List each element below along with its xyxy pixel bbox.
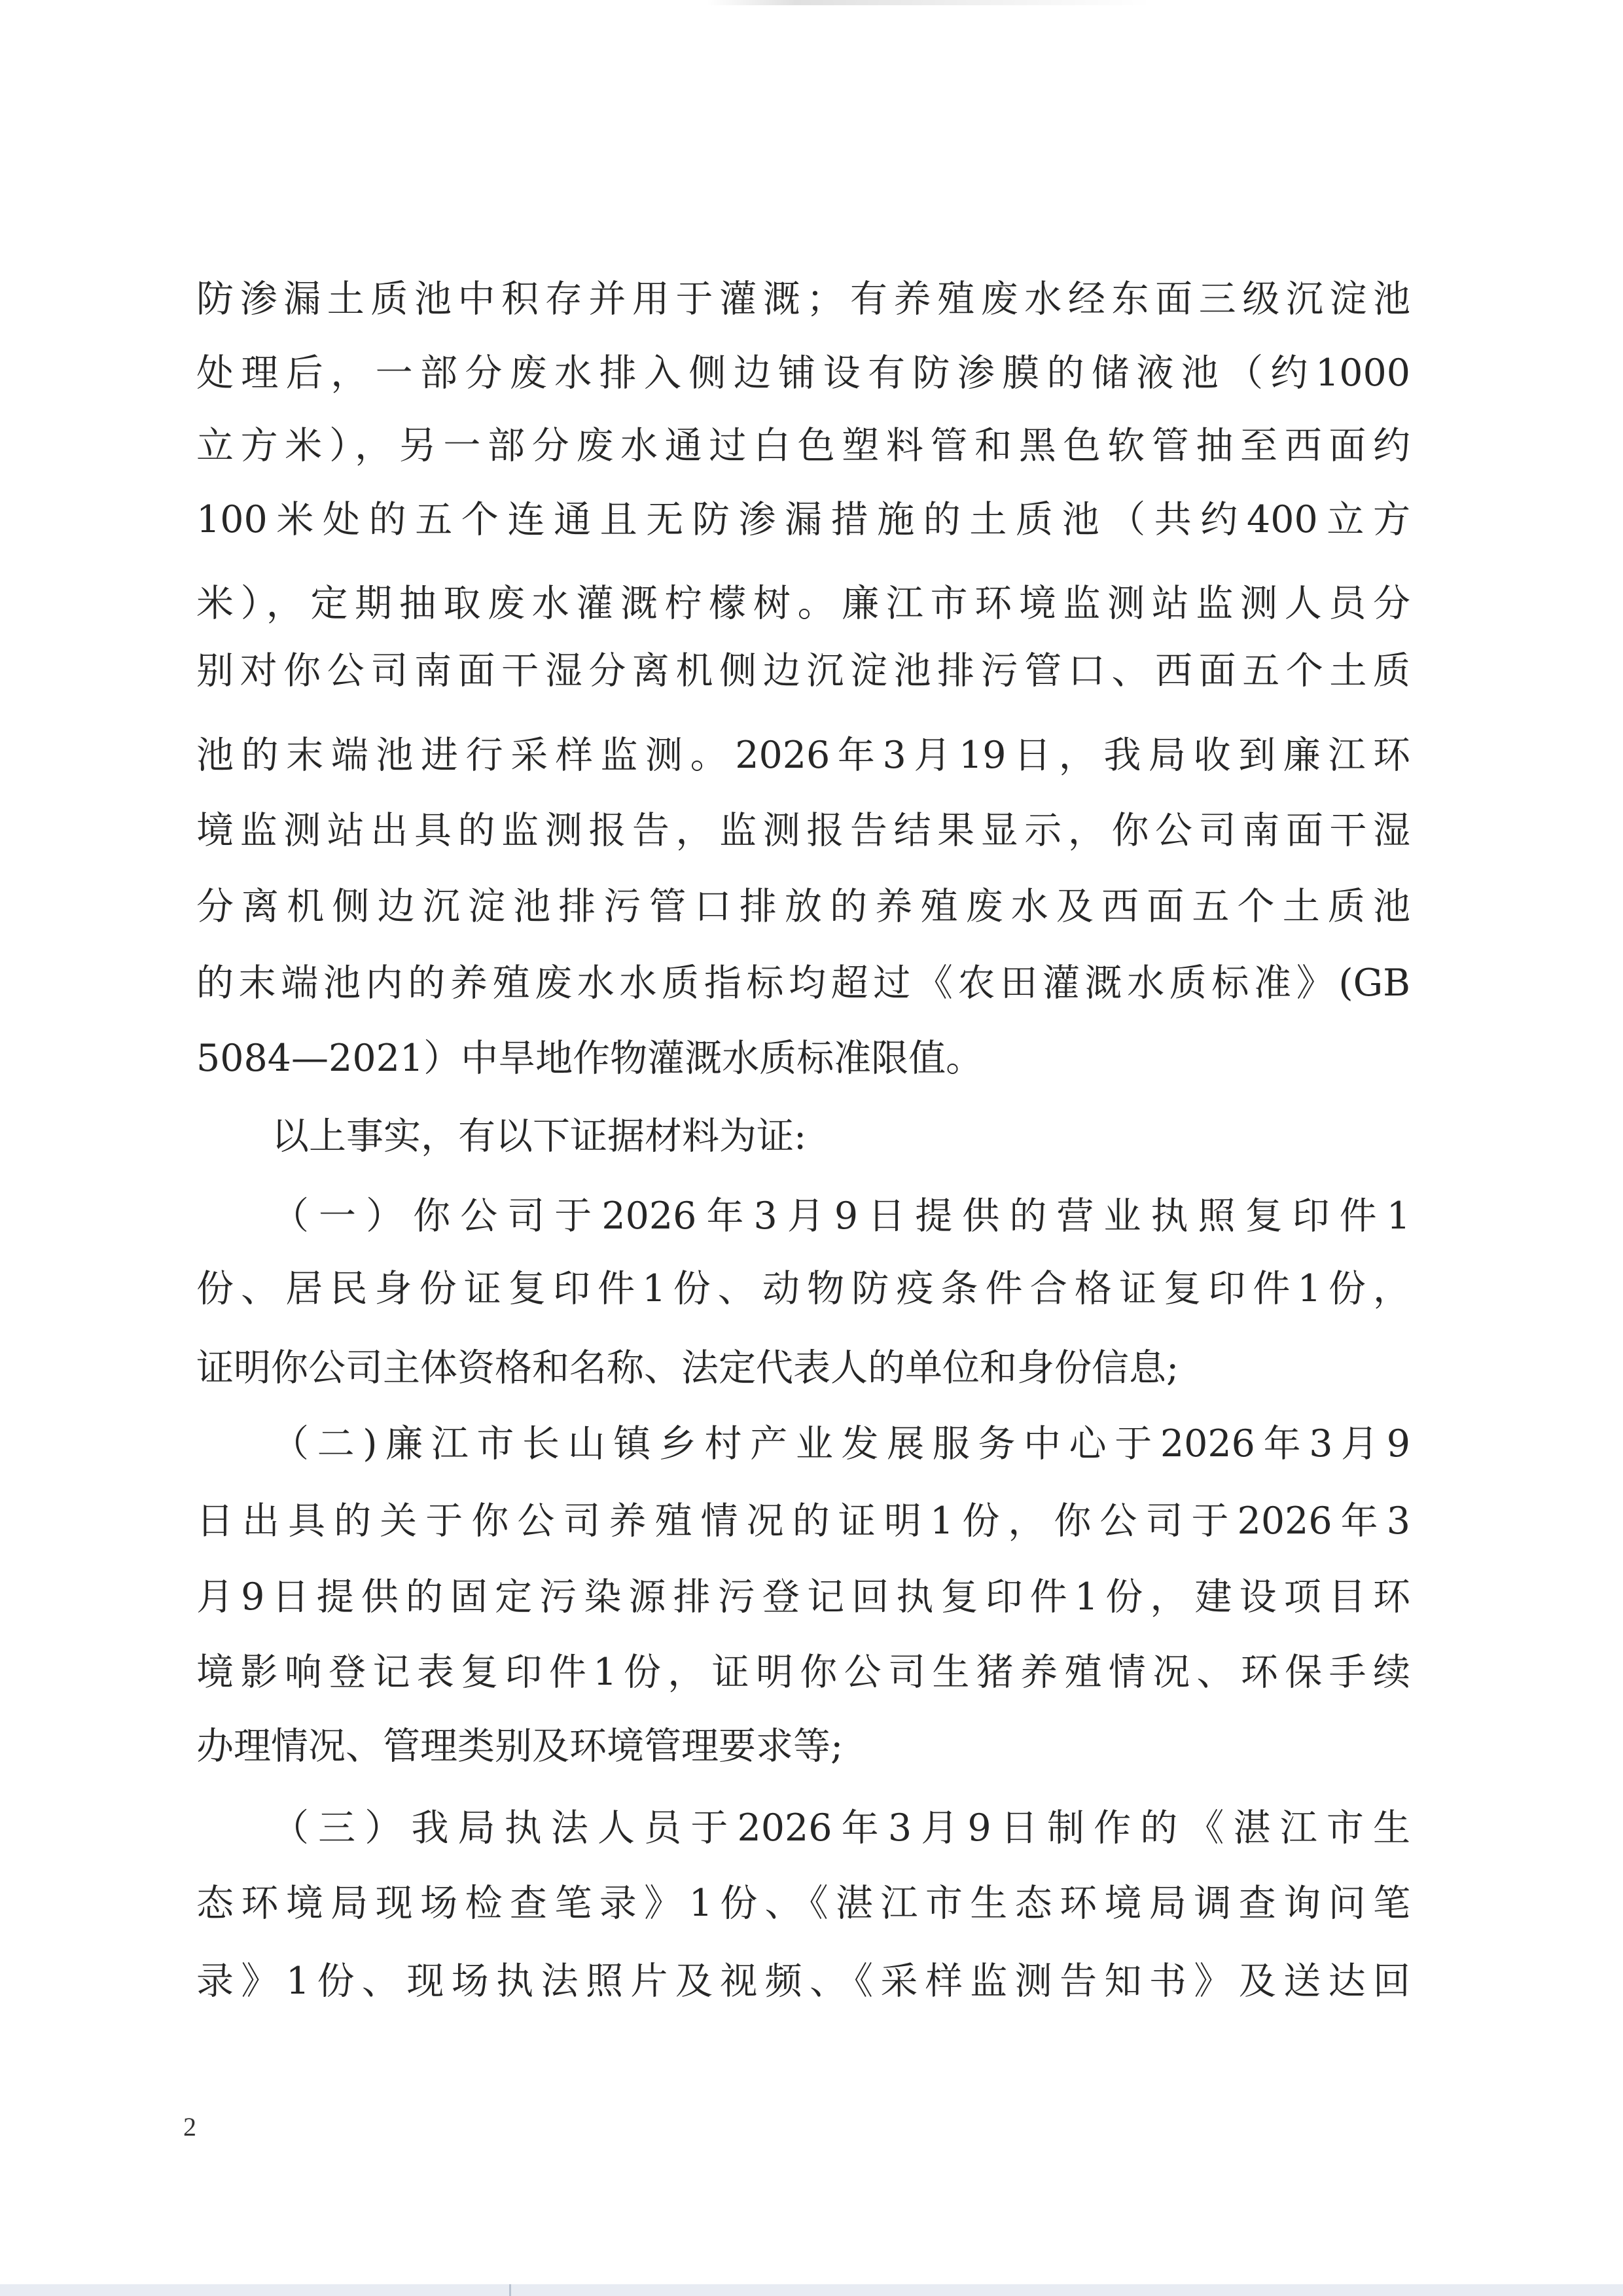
paragraph-line: 日出具的关于你公司养殖情况的证明1份，你公司于2026年3: [196, 1499, 1410, 1543]
scan-edge-mark: [707, 0, 1152, 5]
page-number: 2: [183, 2112, 196, 2142]
paragraph-line: （一）你公司于2026年3月9日提供的营业执照复印件1: [272, 1194, 1410, 1238]
paragraph-line: 办理情况、管理类别及环境管理要求等;: [196, 1725, 844, 1768]
paragraph-line: （二)廉江市长山镇乡村产业发展服务中心于2026年3月9: [272, 1422, 1410, 1465]
paragraph-line: 池的末端池进行采样监测。2026年3月19日，我局收到廉江环: [196, 734, 1410, 777]
paragraph-line: 防渗漏土质池中积存并用于灌溉；有养殖废水经东面三级沉淀池: [196, 278, 1410, 321]
paragraph-line: 月9日提供的固定污染源排污登记回执复印件1份，建设项目环: [196, 1575, 1410, 1619]
scan-bottom-tick: [509, 2284, 511, 2296]
paragraph-line: 态环境局现场检查笔录》1份、《湛江市生态环境局调查询问笔: [196, 1882, 1410, 1925]
paragraph-line: 别对你公司南面干湿分离机侧边沉淀池排污管口、西面五个土质: [196, 649, 1410, 692]
paragraph-line: 以上事实，有以下证据材料为证:: [272, 1115, 807, 1158]
paragraph-line: 5084—2021）中旱地作物灌溉水质标准限值。: [196, 1037, 984, 1080]
paragraph-line: 100米处的五个连通且无防渗漏措施的土质池（共约400立方: [196, 498, 1410, 541]
scan-bottom-edge: [0, 2284, 1623, 2296]
paragraph-line: 份、居民身份证复印件1份、动物防疫条件合格证复印件1份，: [196, 1267, 1410, 1310]
paragraph-line: 处理后，一部分废水排入侧边铺设有防渗膜的储液池（约1000: [196, 351, 1410, 395]
paragraph-line: （三）我局执法人员于2026年3月9日制作的《湛江市生: [272, 1806, 1410, 1850]
paragraph-line: 的末端池内的养殖废水水质指标均超过《农田灌溉水质标准》(GB: [196, 961, 1410, 1005]
paragraph-line: 米），定期抽取废水灌溉柠檬树。廉江市环境监测站监测人员分: [196, 582, 1410, 625]
paragraph-line: 证明你公司主体资格和名称、法定代表人的单位和身份信息;: [196, 1346, 1179, 1390]
paragraph-line: 境影响登记表复印件1份，证明你公司生猪养殖情况、环保手续: [196, 1651, 1410, 1694]
paragraph-line: 立方米），另一部分废水通过白色塑料管和黑色软管抽至西面约: [196, 424, 1410, 467]
paragraph-line: 分离机侧边沉淀池排污管口排放的养殖废水及西面五个土质池: [196, 885, 1410, 928]
paragraph-line: 境监测站出具的监测报告，监测报告结果显示，你公司南面干湿: [196, 809, 1410, 852]
paragraph-line: 录》1份、现场执法照片及视频、《采样监测告知书》及送达回: [196, 1960, 1410, 2003]
